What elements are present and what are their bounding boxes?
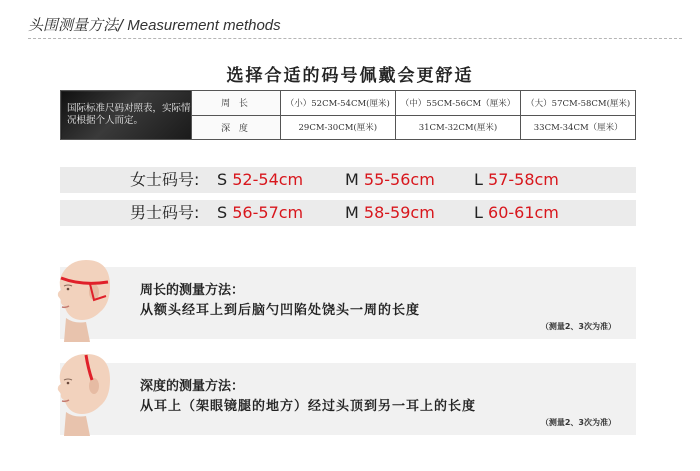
men-size-label: 男士码号: xyxy=(130,203,200,222)
size-range: 60-61cm xyxy=(488,203,559,222)
men-size-l xyxy=(474,200,559,226)
mannequin-head-depth-icon xyxy=(42,346,120,436)
method-heading: 周长的测量方法： xyxy=(140,283,245,298)
women-size-l xyxy=(474,167,559,193)
method-hint: （测量2、3次为准） xyxy=(540,322,616,331)
size-range: 58-59cm xyxy=(363,203,435,222)
header-divider xyxy=(28,38,682,39)
size-table-cell: 31CM-32CM(厘米) xyxy=(395,115,521,140)
size-table xyxy=(60,90,636,140)
size-table-cell: （大）57CM-58CM(厘米) xyxy=(521,91,636,116)
size-range: 57-58cm xyxy=(488,170,559,189)
size-table-cell: 33CM-34CM（厘米） xyxy=(521,115,636,140)
size-range: 55-56cm xyxy=(363,170,435,189)
size-table-cell: （中）55CM-56CM（厘米） xyxy=(395,91,521,116)
size-letter: S xyxy=(217,203,228,222)
size-table-cell: （小）52CM-54CM(厘米) xyxy=(281,91,396,116)
women-size-s xyxy=(217,167,303,193)
men-size-s xyxy=(217,200,303,226)
size-table-note: 国际标准尺码对照表，实际情况根据个人而定。 xyxy=(61,91,192,140)
size-letter: L xyxy=(474,170,483,189)
method-description: 从耳上（架眼镜腿的地方）经过头顶到另一耳上的长度 xyxy=(140,399,477,414)
size-table-cell: 29CM-30CM(厘米) xyxy=(281,115,396,140)
women-size-band xyxy=(60,167,636,193)
size-letter: M xyxy=(345,203,359,222)
women-size-label: 女士码号: xyxy=(130,170,200,189)
header-title-en: Measurement methods xyxy=(123,17,281,34)
men-size-m xyxy=(345,200,435,226)
size-letter: S xyxy=(217,170,228,189)
page-header xyxy=(28,14,281,35)
method-description: 从额头经耳上到后脑勺凹陷处饶头一周的长度 xyxy=(140,303,421,318)
size-table-row-circumference xyxy=(61,91,636,116)
main-title: 选择合适的码号佩戴会更舒适 xyxy=(226,66,474,86)
size-range: 56-57cm xyxy=(232,203,304,222)
depth-method-panel xyxy=(60,363,636,435)
size-table-row-label: 深 度 xyxy=(192,115,281,140)
mannequin-head-circumference-icon xyxy=(42,252,120,342)
size-letter: M xyxy=(345,170,359,189)
men-size-band xyxy=(60,200,636,226)
header-title-cn: 头围测量方法/ xyxy=(28,16,124,34)
size-letter: L xyxy=(474,203,483,222)
women-size-m xyxy=(345,167,435,193)
circumference-method-panel xyxy=(60,267,636,339)
size-range: 52-54cm xyxy=(232,170,304,189)
size-table-row-label: 周 长 xyxy=(192,91,281,116)
method-heading: 深度的测量方法： xyxy=(140,379,245,394)
method-hint: （测量2、3次为准） xyxy=(540,418,616,427)
